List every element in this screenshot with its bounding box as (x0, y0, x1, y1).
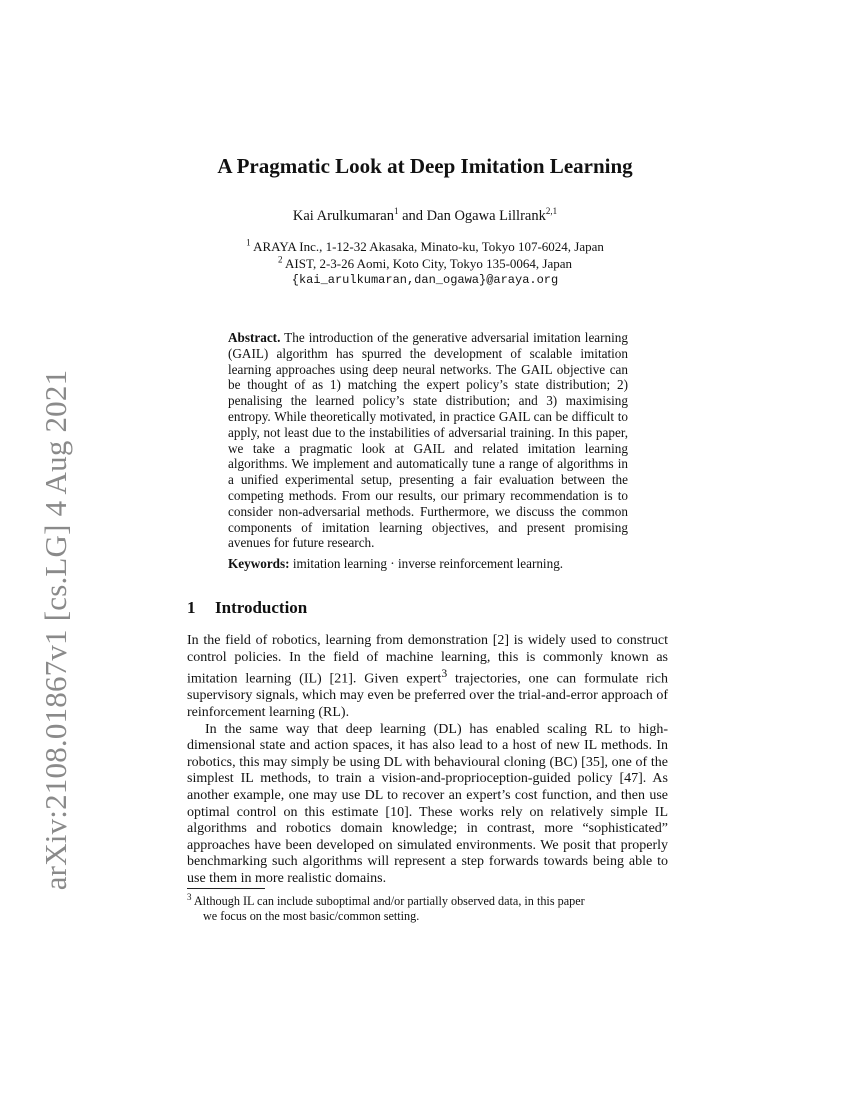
affiliation-text: AIST, 2-3-26 Aomi, Koto City, Tokyo 135-0064, Japan (285, 256, 573, 271)
paragraph (187, 633, 668, 722)
section-number: 1 (187, 598, 196, 617)
footnote-divider (187, 888, 265, 889)
abstract (228, 330, 628, 551)
footnote (187, 891, 668, 924)
keywords-label: Keywords: (228, 556, 290, 571)
author-list (0, 208, 850, 225)
author-affiliation-mark: 2,1 (545, 206, 558, 217)
arxiv-identifier-stamp: arXiv:2108.01867v1 [cs.LG] 4 Aug 2021 (38, 369, 73, 891)
affiliation-line (0, 238, 850, 255)
author-emails: {kai_arulkumaran,dan_ogawa}@araya.org (291, 273, 559, 287)
affiliation-line (0, 255, 850, 272)
abstract-text: The introduction of the generative adversarial imitation learning (GAIL) algorithm has spurred the development of scalable imitation learning approaches using deep neural networks. The GAIL objective can be thought of as 1) matching the expert policy’s state distribution; 2) penalising the learned policy’s state distribution; and 3) maximising entropy. While theoretically motivated, in practice GAIL can be difficult to apply, not least due to the instabilities of adversarial training. In this paper, we take a pragmatic look at GAIL and related imitation learning algorithms. We implement and automatically tune a range of algorithms in a unified experimental setup, presenting a fair evaluation between the competing methods. From our results, our primary recommendation is to consider non-adversarial methods. Furthermore, we discuss the common components of imitation learning objectives, and present promising avenues for future research. (228, 330, 628, 551)
abstract-label: Abstract. (228, 330, 281, 345)
footnote-line (187, 891, 668, 909)
footnote-number: 3 (187, 891, 192, 902)
affiliation-mark: 2 (277, 254, 283, 265)
affiliation-text: ARAYA Inc., 1-12-32 Akasaka, Minato-ku, Tokyo 107-6024, Japan (253, 239, 604, 254)
paragraph-text: trajectories, one can formulate rich supervisory signals, which may even be preferred over the trial-and-error approach of reinforcement learning (RL). (187, 671, 668, 721)
section-body (187, 633, 668, 888)
footnote-line: we focus on the most basic/common setting. (203, 909, 420, 923)
keywords-text: imitation learning · inverse reinforcement learning. (292, 556, 564, 571)
keywords (228, 556, 648, 572)
affiliation-mark: 1 (246, 237, 251, 248)
paper-title: A Pragmatic Look at Deep Imitation Learning (217, 154, 633, 178)
paragraph-text: In the field of robotics, learning from demonstration [2] is widely used to construct control policies. In the field of machine learning, this is commonly known as imitation learning (IL) [21]. Given expert (187, 633, 668, 687)
author-name: Kai Arulkumaran (292, 208, 394, 224)
section-title: Introduction (215, 598, 308, 617)
footnote-mark: 3 (441, 667, 448, 681)
author-name: Dan Ogawa Lillrank (426, 208, 546, 224)
section-heading (187, 598, 307, 618)
paragraph: In the same way that deep learning (DL) has enabled scaling RL to high-dimensional state and action spaces, it has also lead to a host of new IL methods. In robotics, this may simply be using DL with behavioural cloning (BC) [35], one of the simplest IL methods, to train a vision-and-proprioception-guided policy [47]. As another example, one may use DL to recover an expert’s cost function, and then use optimal control on this estimate [10]. These works rely on relatively simple IL algorithms and robotics domain knowledge; in contrast, more “sophisticated” approaches have been developed on simulated environments. We posit that properly benchmarking such algorithms will represent a step forwards towards being able to use them in more realistic domains. (187, 721, 668, 886)
footnote-text: Although IL can include suboptimal and/or partially observed data, in this paper (193, 894, 585, 908)
author-conjunction: and (402, 208, 424, 224)
author-affiliation-mark: 1 (393, 206, 399, 217)
